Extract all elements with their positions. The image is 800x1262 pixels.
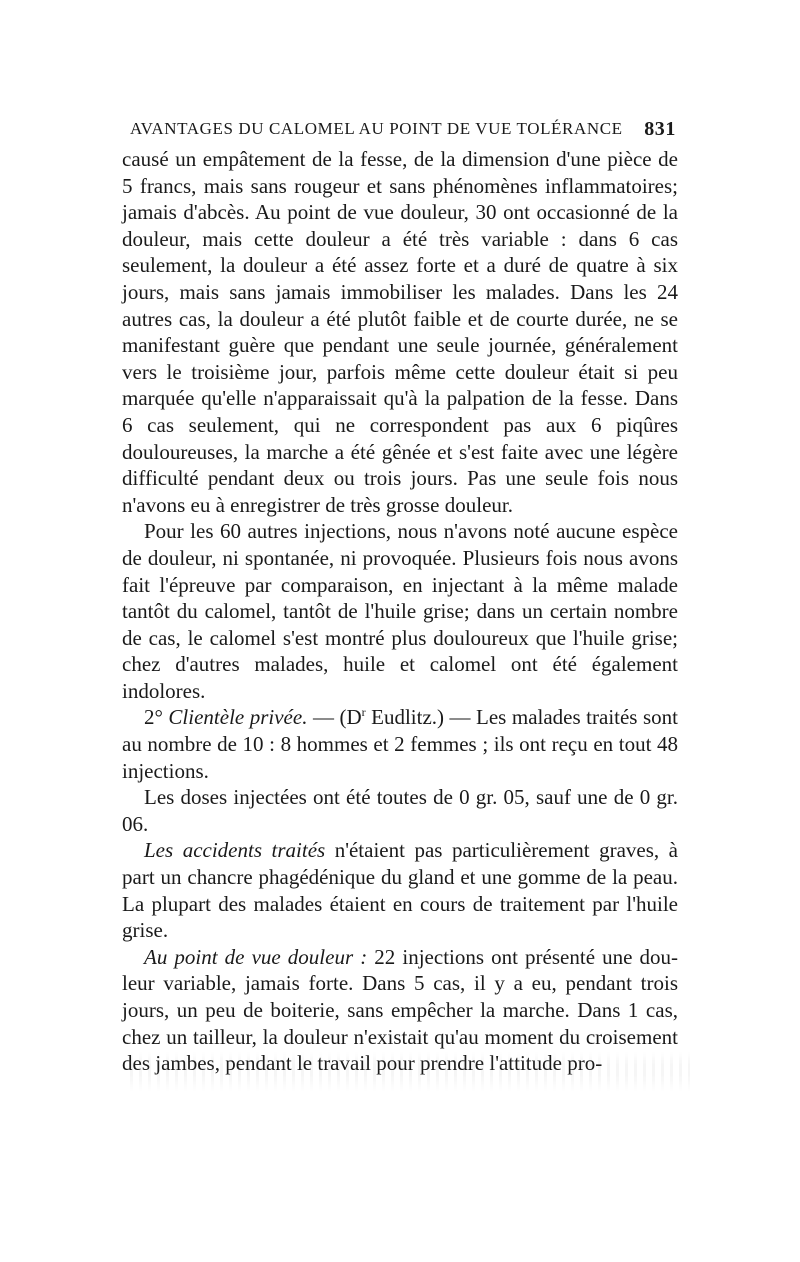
doctor-superscript: r bbox=[361, 705, 366, 720]
running-head bbox=[122, 112, 678, 146]
pain-heading: Au point de vue douleur : bbox=[144, 944, 368, 969]
body-text bbox=[122, 146, 678, 1077]
accidents-heading: Les accidents traités bbox=[144, 838, 326, 863]
accidents-text: n'étaient pas particulièrement graves, à part un chancre phagédénique du gland et une gomme de la peau. La plupart des malades étaient en cours de traitement par l'huile grise. bbox=[122, 838, 678, 943]
paragraph-accidents bbox=[122, 837, 678, 943]
paragraph-other-injections: Pour les 60 autres injections, nous n'avons noté aucune espèce de douleur, ni spontanée, ni provoquée. Plusieurs fois nous avons fait l'épreuve par comparaison, en injectant à la même malade tantôt du calomel, tantôt de l'huile grise; dans un certain nombre de cas, le calomel s'est montré plus douloureux que l'huile grise; chez d'autres malades, huile et calomel ont été également indolores. bbox=[122, 519, 678, 703]
paragraph-continuation: causé un empâtement de la fesse, de la dimension d'une pièce de 5 francs, mais sans rougeur et sans phénomènes inflammatoires; jamais d'abcès. Au point de vue douleur, 30 ont occasionné de la douleur, mais cette douleur a été très variable : dans 6 cas seulement, la douleur a été assez forte et a duré de quatre à six jours, mais sans jamais immobiliser les malades. Dans les 24 autres cas, la douleur a été plutôt faible et de courte durée, ne se manifestant guère que pendant une seule journée, généralement vers le troisième jour, parfois même cette douleur était si peu marquée qu'elle n'apparaissait qu'à la palpation de la fesse. Dans 6 cas seulement, qui ne correspondent pas aux 6 piqûres douloureuses, la marche a été gênée et s'est faite avec une légère difficulté pendant deux ou trois jours. Pas une seule fois nous n'avons eu à enregistrer de très grosse douleur. bbox=[122, 147, 678, 517]
doctor-prefix: — (D bbox=[307, 705, 362, 730]
page-number: 831 bbox=[644, 118, 676, 140]
section-heading-private-clientele: Clientèle privée. bbox=[168, 705, 308, 730]
book-page bbox=[122, 112, 678, 1077]
pain-text: 22 injections ont présenté une douleur variable, jamais forte. Dans 5 cas, il y a eu, pendant trois jours, un peu de boiterie, sans empêcher la marche. Dans 1 cas, chez un tailleur, la douleur n'existait qu'au moment du croisement des jambes, pendant le travail pour prendre l'attitude pro- bbox=[122, 944, 678, 1076]
paragraph-private-clientele bbox=[122, 704, 678, 784]
running-head-title: AVANTAGES DU CALOMEL AU POINT DE VUE TOLÉRANCE bbox=[130, 119, 623, 138]
section-number: 2° bbox=[144, 705, 163, 730]
paragraph-doses: Les doses injectées ont été toutes de 0 gr. 05, sauf une de 0 gr. 06. bbox=[122, 785, 678, 836]
private-clientele-text: Eudlitz.) — Les malades traités sont au nombre de 10 : 8 hommes et 2 femmes ; ils ont reçu en tout 48 injections. bbox=[122, 705, 678, 783]
scan-smudge bbox=[130, 1052, 690, 1092]
